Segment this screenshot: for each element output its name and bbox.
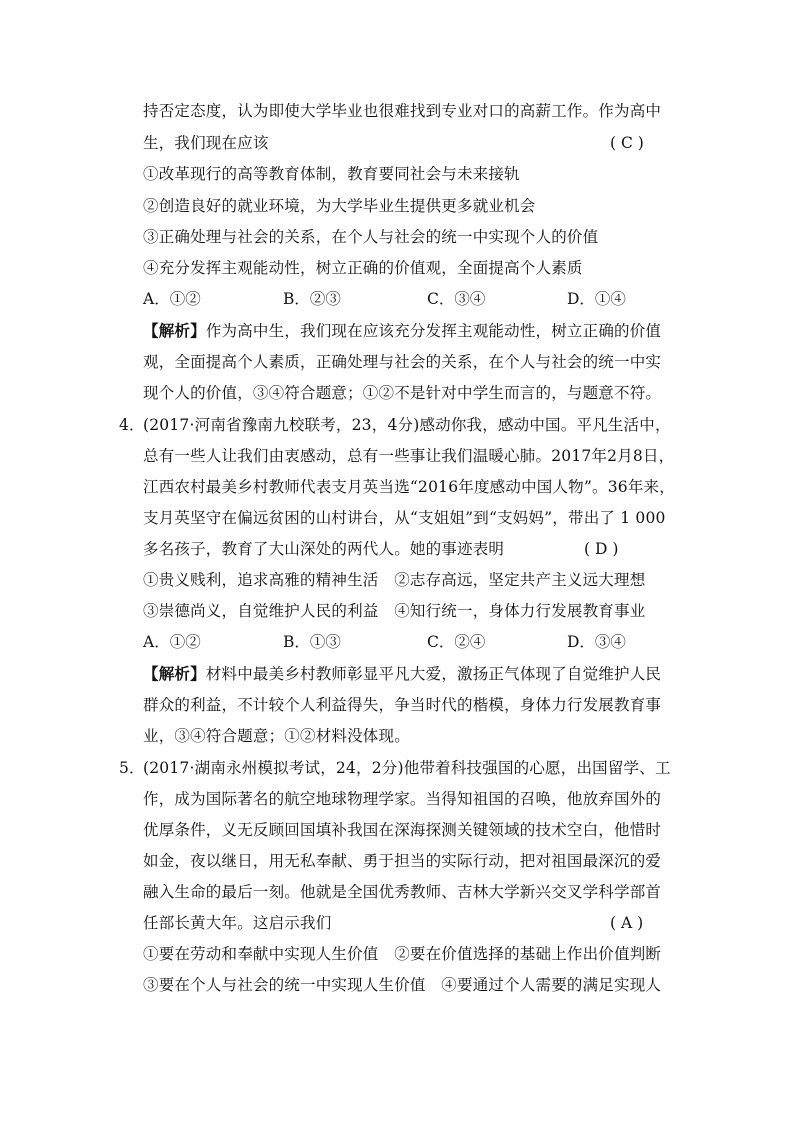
q5-stem-line-4: 如金，夜以继日，用无私奉献、勇于担当的实际行动，把对祖国最深沉的爱	[143, 852, 662, 870]
q3-option-a: A．①②	[143, 290, 201, 308]
q3-statement-3: ③正确处理与社会的关系，在个人与社会的统一中实现个人的价值	[143, 228, 599, 246]
q3-statement-2: ②创造良好的就业环境，为大学毕业生提供更多就业机会	[143, 197, 536, 215]
q3-stem-line-1: 持否定态度，认为即使大学毕业也很难找到专业对口的高薪工作。作为高中	[143, 102, 662, 120]
q3-analysis-line-3: 现个人的价值，③④符合题意；①②不是针对中学生而言的，与题意不符。	[143, 384, 662, 402]
q3-stem-line-2: 生，我们现在应该	[143, 134, 269, 152]
q3-option-c: C．③④	[427, 290, 486, 308]
q5-answer: ( A )	[610, 914, 644, 932]
q3-option-b: B．②③	[283, 290, 341, 308]
q4-analysis-tag: 【解析】	[143, 664, 206, 683]
q4-option-c: C．②④	[427, 633, 486, 651]
q4-analysis-text-1: 材料中最美乡村教师彰显平凡大爱，激扬正气体现了自觉维护人民	[205, 665, 662, 683]
q3-option-d: D．①④	[567, 290, 626, 308]
q4-analysis-line-1	[143, 664, 661, 684]
q3-statement-4: ④充分发挥主观能动性，树立正确的价值观，全面提高个人素质	[143, 259, 583, 277]
q4-number: 4．	[119, 416, 145, 434]
q5-statements-line-2: ③要在个人与社会的统一中实现人生价值 ④要通过个人需要的满足实现人	[143, 976, 662, 994]
q4-answer: ( D )	[584, 540, 619, 558]
q5-stem-line-1: (2017·湖南永州模拟考试，24，2分)他带着科技强国的心愿，出国留学、工	[143, 759, 671, 777]
q4-stem-line-3: 江西农村最美乡村教师代表支月英当选“2016年度感动中国人物”。36年来，	[143, 478, 675, 496]
q3-answer: ( C )	[610, 134, 644, 152]
q4-stem-line-5: 多名孩子，教育了大山深处的两代人。她的事迹表明	[143, 540, 505, 558]
q3-analysis-tag: 【解析】	[143, 321, 206, 340]
q4-stem-line-2: 总有一些人让我们由衷感动，总有一些事让我们温暖心肺。2017年2月8日，	[143, 447, 675, 465]
q3-analysis-line-2: 观，全面提高个人素质，正确处理与社会的关系，在个人与社会的统一中实	[143, 353, 662, 371]
q5-stem-line-5: 融入生命的最后一刻。他就是全国优秀教师、吉林大学新兴交叉学科学部首	[143, 883, 662, 901]
q4-analysis-line-2: 群众的利益，不计较个人利益得失，争当时代的楷模，身体力行发展教育事	[143, 696, 662, 714]
q3-analysis-text-1: 作为高中生，我们现在应该充分发挥主观能动性，树立正确的价值	[205, 322, 662, 340]
q5-number: 5．	[119, 759, 145, 777]
q5-stem-line-2: 作，成为国际著名的航空地球物理学家。当得知祖国的召唤，他放弃国外的	[143, 790, 662, 808]
q3-statement-1: ①改革现行的高等教育体制，教育要同社会与未来接轨	[143, 165, 520, 183]
q5-statements-line-1: ①要在劳动和奉献中实现人生价值 ②要在价值选择的基础上作出价值判断	[143, 945, 662, 963]
q4-analysis-line-3: 业，③④符合题意；①②材料没体现。	[143, 727, 410, 745]
q4-option-a: A．①②	[143, 633, 201, 651]
q5-stem-line-6: 任部长黄大年。这启示我们	[143, 914, 332, 932]
q5-stem-line-3: 优厚条件，义无反顾回国填补我国在深海探测关键领域的技术空白，他惜时	[143, 821, 662, 839]
q4-statements-line-1: ①贵义贱利，追求高雅的精神生活 ②志存高远，坚定共产主义远大理想	[143, 571, 646, 589]
q4-option-d: D．③④	[567, 633, 626, 651]
q4-stem-line-4: 支月英坚守在偏远贫困的山村讲台，从“支姐姐”到“支妈妈”，带出了 1 000	[143, 509, 666, 527]
q4-option-b: B．①③	[283, 633, 341, 651]
q4-statements-line-2: ③崇德尚义，自觉维护人民的利益 ④知行统一，身体力行发展教育事业	[143, 602, 646, 620]
q4-stem-line-1: (2017·河南省豫南九校联考，23，4分)感动你我，感动中国。平凡生活中，	[143, 416, 671, 434]
q3-analysis-line-1	[143, 321, 661, 341]
